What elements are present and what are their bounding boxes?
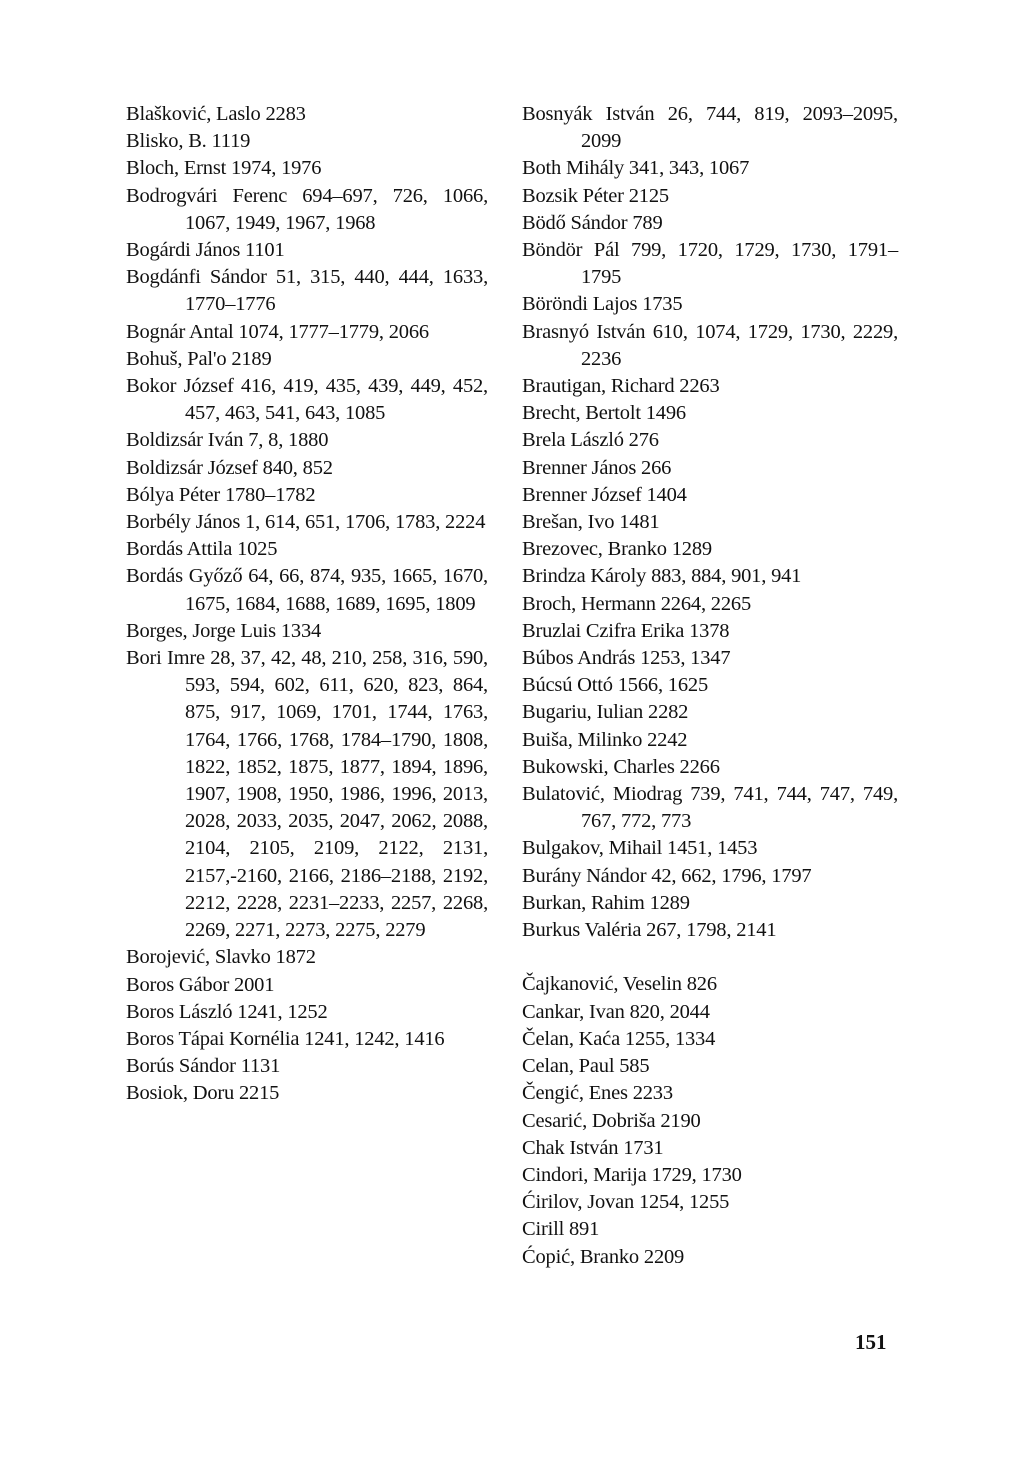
- index-entry: Borges, Jorge Luis 1334: [126, 619, 322, 642]
- index-entry: Brecht, Bertolt 1496: [522, 402, 686, 425]
- index-entry: Bordás Győző 64, 66, 874, 935, 1665, 1670, 1675, 1684, 1688, 1689, 1695, 1809: [126, 565, 488, 615]
- index-entry: Cankar, Ivan 820, 2044: [522, 1000, 710, 1023]
- index-entry: Brezovec, Branko 1289: [522, 538, 712, 561]
- index-entry: Blisko, B. 1119: [126, 130, 251, 153]
- index-entry: Bodrogvári Ferenc 694–697, 726, 1066, 1067, 1949, 1967, 1968: [126, 184, 488, 234]
- index-entry: Bogdánfi Sándor 51, 315, 440, 444, 1633, 1770–1776: [126, 266, 488, 316]
- index-entry: Bosnyák István 26, 744, 819, 2093–2095, 2099: [522, 103, 898, 153]
- index-entry: Bognár Antal 1074, 1777–1779, 2066: [126, 320, 429, 343]
- index-entry: Blašković, Laslo 2283: [126, 103, 306, 125]
- index-column-left: [126, 101, 488, 1108]
- index-entry: Boros László 1241, 1252: [126, 1000, 328, 1023]
- index-entry: Bólya Péter 1780–1782: [126, 483, 316, 506]
- index-entry: Boros Tápai Kornélia 1241, 1242, 1416: [126, 1027, 445, 1050]
- index-entry: Böröndi Lajos 1735: [522, 293, 683, 316]
- index-entry: Broch, Hermann 2264, 2265: [522, 592, 751, 615]
- index-entry: Borbély János 1, 614, 651, 1706, 1783, 2224: [126, 511, 486, 534]
- index-entry: Brenner János 266: [522, 456, 672, 479]
- index-entry: Chak István 1731: [522, 1136, 664, 1159]
- index-entry: Brautigan, Richard 2263: [522, 375, 720, 398]
- index-entry: Cirill 891: [522, 1218, 600, 1241]
- index-entry: Brešan, Ivo 1481: [522, 511, 660, 534]
- index-entry: Bokor József 416, 419, 435, 439, 449, 452, 457, 463, 541, 643, 1085: [126, 375, 488, 425]
- index-entry: Ćopić, Branko 2209: [522, 1245, 685, 1268]
- index-entry: Bulatović, Miodrag 739, 741, 744, 747, 749, 767, 772, 773: [522, 783, 898, 833]
- index-entry: Bulgakov, Mihail 1451, 1453: [522, 837, 758, 860]
- index-entry: Bogárdi János 1101: [126, 239, 285, 262]
- index-entry: Borojević, Slavko 1872: [126, 946, 316, 969]
- index-entry: Bugariu, Iulian 2282: [522, 701, 689, 724]
- index-entry: Buiša, Milinko 2242: [522, 728, 688, 751]
- index-entry: Bosiok, Doru 2215: [126, 1082, 280, 1105]
- index-entry: Čengić, Enes 2233: [522, 1082, 673, 1105]
- index-entry: Bozsik Péter 2125: [522, 184, 669, 207]
- index-entry: Brindza Károly 883, 884, 901, 941: [522, 565, 802, 588]
- index-entry: Cesarić, Dobriša 2190: [522, 1109, 701, 1132]
- index-entry: Celan, Paul 585: [522, 1055, 650, 1078]
- index-entry: Borús Sándor 1131: [126, 1055, 281, 1078]
- index-entry: Burkan, Rahim 1289: [522, 891, 690, 914]
- index-entry: Boros Gábor 2001: [126, 973, 275, 996]
- index-entry: Boldizsár József 840, 852: [126, 456, 333, 479]
- index-entry: Búcsú Ottó 1566, 1625: [522, 674, 708, 697]
- index-entry: Bukowski, Charles 2266: [522, 755, 720, 778]
- index-column-right: [522, 101, 898, 1271]
- index-entry: Bödő Sándor 789: [522, 211, 663, 234]
- index-entry: Brenner József 1404: [522, 483, 687, 506]
- index-entry: Brasnyó István 610, 1074, 1729, 1730, 2229, 2236: [522, 320, 898, 370]
- index-entry: Both Mihály 341, 343, 1067: [522, 157, 750, 180]
- index-entry: Cindori, Marija 1729, 1730: [522, 1163, 742, 1186]
- index-entry: Búbos András 1253, 1347: [522, 647, 731, 670]
- page-number: 151: [855, 1330, 887, 1354]
- index-entry: Bori Imre 28, 37, 42, 48, 210, 258, 316, 590, 593, 594, 602, 611, 620, 823, 864, 875, 917, 1069, 1701, 1744, 1763, 1764, 1766, 1768, 1784–1790, 1808, 1822, 1852, 1875, 1877, 1894, 1896, 1907, 1908, 1950, 1986, 1996, 2013, 2028, 2033, 2035, 2047, 2062, 2088, 2104, 2105, 2109, 2122, 2131, 2157,-2160, 2166, 2186–2188, 2192, 2212, 2228, 2231–2233, 2257, 2268, 2269, 2271, 2273, 2275, 2279: [126, 647, 488, 942]
- index-entry: Bordás Attila 1025: [126, 538, 278, 561]
- index-entry: Böndör Pál 799, 1720, 1729, 1730, 1791–1795: [522, 239, 898, 289]
- index-entry: Čelan, Kaća 1255, 1334: [522, 1027, 716, 1050]
- index-entry: Burkus Valéria 267, 1798, 2141: [522, 919, 777, 942]
- index-entry: Ćirilov, Jovan 1254, 1255: [522, 1191, 730, 1214]
- index-entry: Burány Nándor 42, 662, 1796, 1797: [522, 864, 812, 887]
- index-entry: Boldizsár Iván 7, 8, 1880: [126, 429, 329, 452]
- index-entry: Čajkanović, Veselin 826: [522, 973, 717, 996]
- index-entry: Bloch, Ernst 1974, 1976: [126, 157, 322, 180]
- index-entry: Brela László 276: [522, 429, 659, 452]
- letter-section-gap: [522, 944, 898, 971]
- index-entry: Bohuš, Pal'o 2189: [126, 347, 272, 370]
- index-entry: Bruzlai Czifra Erika 1378: [522, 619, 730, 642]
